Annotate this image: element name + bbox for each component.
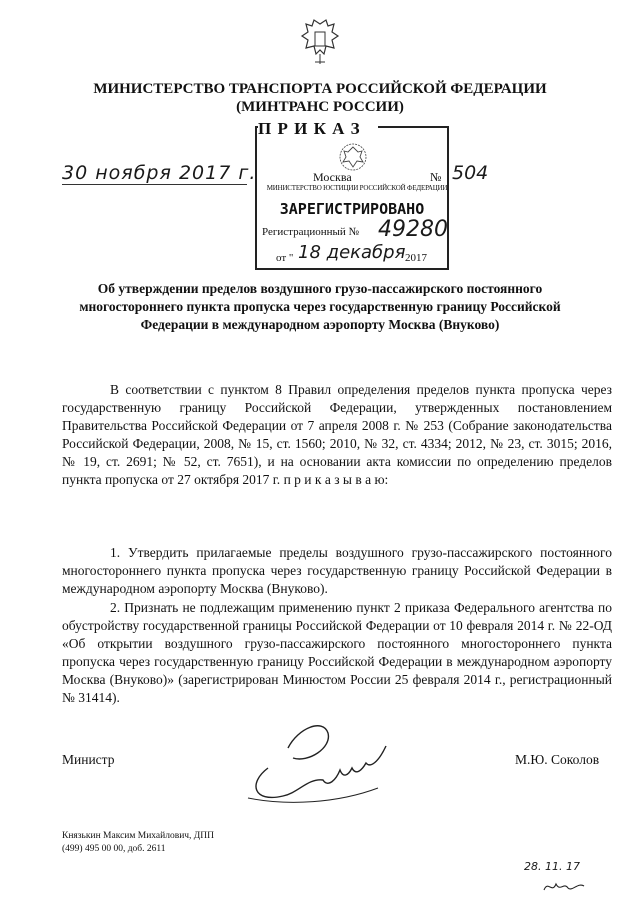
item-2: 2. Признать не подлежащим применению пункт 2 приказа Федерального агентства по обустройству государственной границы Российской Федерации от 10 февраля 2014 г. № 22-ОД «Об открытии воздушного грузо-пассажирского постоянного многостороннего пункта пропуска через государственную границу Российской Федерации в международном аэропорту Москва (Внуково)» (зарегистрирован Минюстом России 25 февраля 2014 г., регистрационный № 31414).: [62, 600, 612, 705]
stamp-emblem-icon: [335, 140, 371, 174]
signer-name: М.Ю. Соколов: [515, 752, 600, 767]
stamp-ministry-text: МИНИСТЕРСТВО ЮСТИЦИИ РОССИЙСКОЙ ФЕДЕРАЦИИ: [266, 184, 448, 192]
ministry-short-name: (МИНТРАНС РОССИИ): [236, 99, 404, 115]
executor-phone: (499) 495 00 00, доб. 2611: [62, 844, 166, 854]
stamp-date-handwritten: 18 декабря: [298, 242, 406, 263]
executor-name: Князькин Максим Михайлович, ДПП: [62, 831, 215, 841]
stamp-reg-number: 49280: [378, 217, 448, 242]
item-1: 1. Утвердить прилагаемые пределы воздушного грузо-пассажирского постоянного многостороннего пункта пропуска через государственную границу Российской Федерации в международном аэропорту Москва (Внуково).: [62, 545, 612, 596]
stamp-year: 2017: [405, 252, 427, 264]
intro-order-word: п р и к а з ы в а ю:: [283, 472, 389, 487]
handwritten-note-date: 28. 11. 17: [524, 860, 580, 873]
order-heading: П Р И К А З: [258, 119, 378, 139]
order-date-handwritten: 30 ноября 2017 г.: [62, 162, 257, 184]
stamp-status: ЗАРЕГИСТРИРОВАНО: [279, 200, 425, 218]
ministry-name: МИНИСТЕРСТВО ТРАНСПОРТА РОССИЙСКОЙ ФЕДЕРАЦИИ: [93, 81, 547, 97]
coat-of-arms-emblem: [300, 18, 340, 66]
stamp-reg-label: Регистрационный №: [262, 226, 360, 238]
stamp-date-prefix: от ": [276, 252, 294, 264]
city: Москва: [313, 170, 352, 184]
handwritten-signature: [228, 708, 398, 808]
handwritten-initials: [540, 876, 590, 896]
signer-position: Министр: [62, 752, 115, 767]
document-title: Об утверждении пределов воздушного грузо-пассажирского постоянного многостороннего пункта пропуска через государственную границу Российской Федерации в международном аэропорту Москва (Внуково): [79, 281, 561, 332]
order-number-handwritten: 504: [452, 162, 489, 184]
intro-text: В соответствии с пунктом 8 Правил определения пределов пункта пропуска через государственную границу Российской Федерации, утвержденных постановлением Правительства Российской Федерации от 7 апреля 2008 г. № 253 (Собрание законодательства Российской Федерации, 2008, № 15, ст. 1560; 2010, № 32, ст. 4334; 2012, № 23, ст. 3015; 2016, № 19, ст. 2691; № 52, ст. 7651), и на основании акта комиссии по определению пределов пункта пропуска от 27 октября 2017 г.: [62, 382, 612, 487]
number-label: №: [430, 170, 442, 184]
date-underline: [62, 184, 247, 185]
intro-paragraph: [62, 381, 612, 489]
